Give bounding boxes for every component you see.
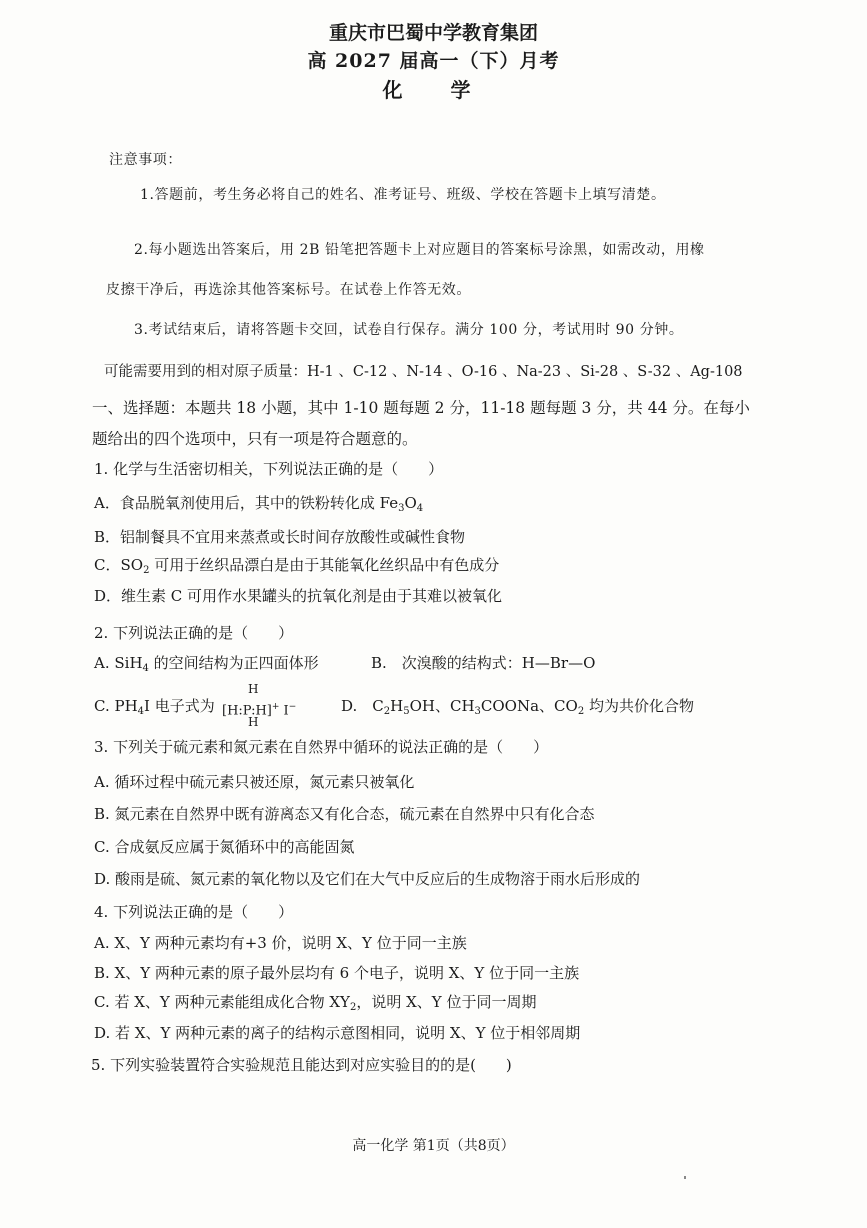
q2-d-sub3: 3 [474, 706, 481, 717]
q2-c-text: C. PH [94, 697, 138, 715]
section-intro-1: 一、选择题：本题共 18 小题，其中 1-10 题每题 2 分，11-18 题每题 3 分，共 44 分。在每小 [92, 399, 750, 417]
q5-stem: 5. 下列实验装置符合实验规范且能达到对应实验目的的是( ) [91, 1056, 512, 1074]
q2-stem: 2. 下列说法正确的是（ ） [94, 624, 294, 642]
q2-d-post: 均为共价化合物 [584, 697, 694, 715]
atomic-masses: 可能需要用到的相对原子质量：H-1 、C-12 、N-14 、O-16 、Na-23 、Si-28 、S-32 、Ag-108 [104, 364, 743, 380]
q1-c-sub: 2 [143, 565, 150, 576]
page-footer: 高一化学 第1页（共8页） [352, 1138, 515, 1154]
q4-option-b: B. X、Y 两种元素的原子最外层均有 6 个电子，说明 X、Y 位于同一主族 [94, 964, 580, 982]
q1-a-sub2: 4 [416, 503, 424, 514]
q2-a-post: 的空间结构为正四面体形 [148, 654, 319, 672]
q3-option-b: B. 氮元素在自然界中既有游离态又有化合态，硫元素在自然界中只有化合态 [94, 805, 595, 823]
q4-c-text: C. 若 X、Y 两种元素能组成化合物 XY [94, 993, 350, 1011]
q2-electron-formula [222, 698, 296, 720]
q2-c-sub: 4 [137, 706, 145, 717]
q2-option-a [94, 654, 319, 672]
q3-option-a: A. 循环过程中硫元素只被还原，氮元素只被氧化 [94, 773, 415, 791]
q2-d-mid1: H [390, 697, 404, 715]
q4-option-d: D. 若 X、Y 两种元素的离子的结构示意图相同，说明 X、Y 位于相邻周期 [94, 1024, 581, 1042]
q3-option-c: C. 合成氨反应属于氮循环中的高能固氮 [94, 838, 355, 856]
q2-d-mid2: OH、CH [409, 697, 475, 715]
q1-c-text: C．SO [94, 556, 144, 574]
q2-a-sub: 4 [142, 663, 149, 674]
q4-stem: 4. 下列说法正确的是（ ） [94, 903, 294, 921]
q4-c-post: ，说明 X、Y 位于同一周期 [356, 993, 537, 1011]
q2-d-sub1: 2 [383, 706, 391, 717]
q2-d-mid3: COONa、CO [480, 697, 578, 715]
notice-item-1: 1.答题前，考生务必将自己的姓名、准考证号、班级、学校在答题卡上填写清楚。 [140, 187, 666, 203]
q4-option-a: A. X、Y 两种元素均有+3 价，说明 X、Y 位于同一主族 [94, 934, 467, 952]
q3-option-d: D. 酸雨是硫、氮元素的氧化物以及它们在大气中反应后的生成物溶于雨水后形成的 [94, 870, 641, 888]
q1-option-c [94, 556, 499, 574]
q1-a-text: A．食品脱氧剂使用后，其中的铁粉转化成 Fe [94, 494, 399, 512]
q2-formula-charge: + [271, 702, 280, 712]
q1-a-mid: O [404, 494, 417, 512]
q2-a-text: A. SiH [94, 654, 143, 672]
notice-item-3: 3.考试结束后，请将答题卡交回，试卷自行保存。满分 100 分，考试用时 90 分钟。 [134, 322, 684, 338]
q1-a-sub1: 3 [398, 503, 405, 514]
q2-option-d [341, 697, 694, 715]
q3-stem: 3. 下列关于硫元素和氮元素在自然界中循环的说法正确的是（ ） [94, 738, 549, 756]
q2-formula-bracket: [H:P:H] [222, 703, 272, 719]
school-name: 重庆市巴蜀中学教育集团 [328, 22, 538, 44]
notice-title: 注意事项： [109, 152, 182, 168]
q1-stem: 1. 化学与生活密切相关，下列说法正确的是（ ） [94, 460, 444, 478]
notice-item-2: 2.每小题选出答案后，用 2B 铅笔把答题卡上对应题目的答案标号涂黑，如需改动，用橡 [134, 242, 705, 258]
q1-option-a [94, 494, 423, 512]
q1-c-post: 可用于丝织品漂白是由于其能氧化丝织品中有色成分 [149, 556, 500, 574]
q1-option-b: B．铝制餐具不宜用来蒸煮或长时间存放酸性或碱性食物 [94, 528, 466, 546]
q2-option-b: B. 次溴酸的结构式：H—Br—O [371, 654, 596, 672]
q4-c-sub: 2 [349, 1002, 357, 1013]
q1-option-d: D．维生素 C 可用作水果罐头的抗氧化剂是由于其难以被氧化 [94, 587, 503, 605]
q2-c-post: I 电子式为 [144, 697, 215, 715]
q2-electron-h-top: H [248, 682, 259, 696]
exam-title: 高 2027 届高一（下）月考 [307, 50, 560, 72]
notice-item-2-cont: 皮擦干净后，再选涂其他答案标号。在试卷上作答无效。 [106, 282, 471, 298]
q2-option-c [94, 697, 215, 715]
q2-formula-ion: I [279, 703, 289, 719]
section-intro-2: 题给出的四个选项中，只有一项是符合题意的。 [92, 430, 418, 448]
q2-formula-ion-charge: − [288, 702, 297, 712]
q2-electron-h-bottom: H [248, 715, 259, 729]
subject-title: 化 学 [382, 78, 485, 102]
q2-d-text: D. C [341, 697, 384, 715]
q2-d-sub2: 5 [403, 706, 410, 717]
q4-option-c [94, 993, 536, 1011]
scan-speck [684, 1176, 686, 1179]
q2-d-sub4: 2 [577, 706, 585, 717]
